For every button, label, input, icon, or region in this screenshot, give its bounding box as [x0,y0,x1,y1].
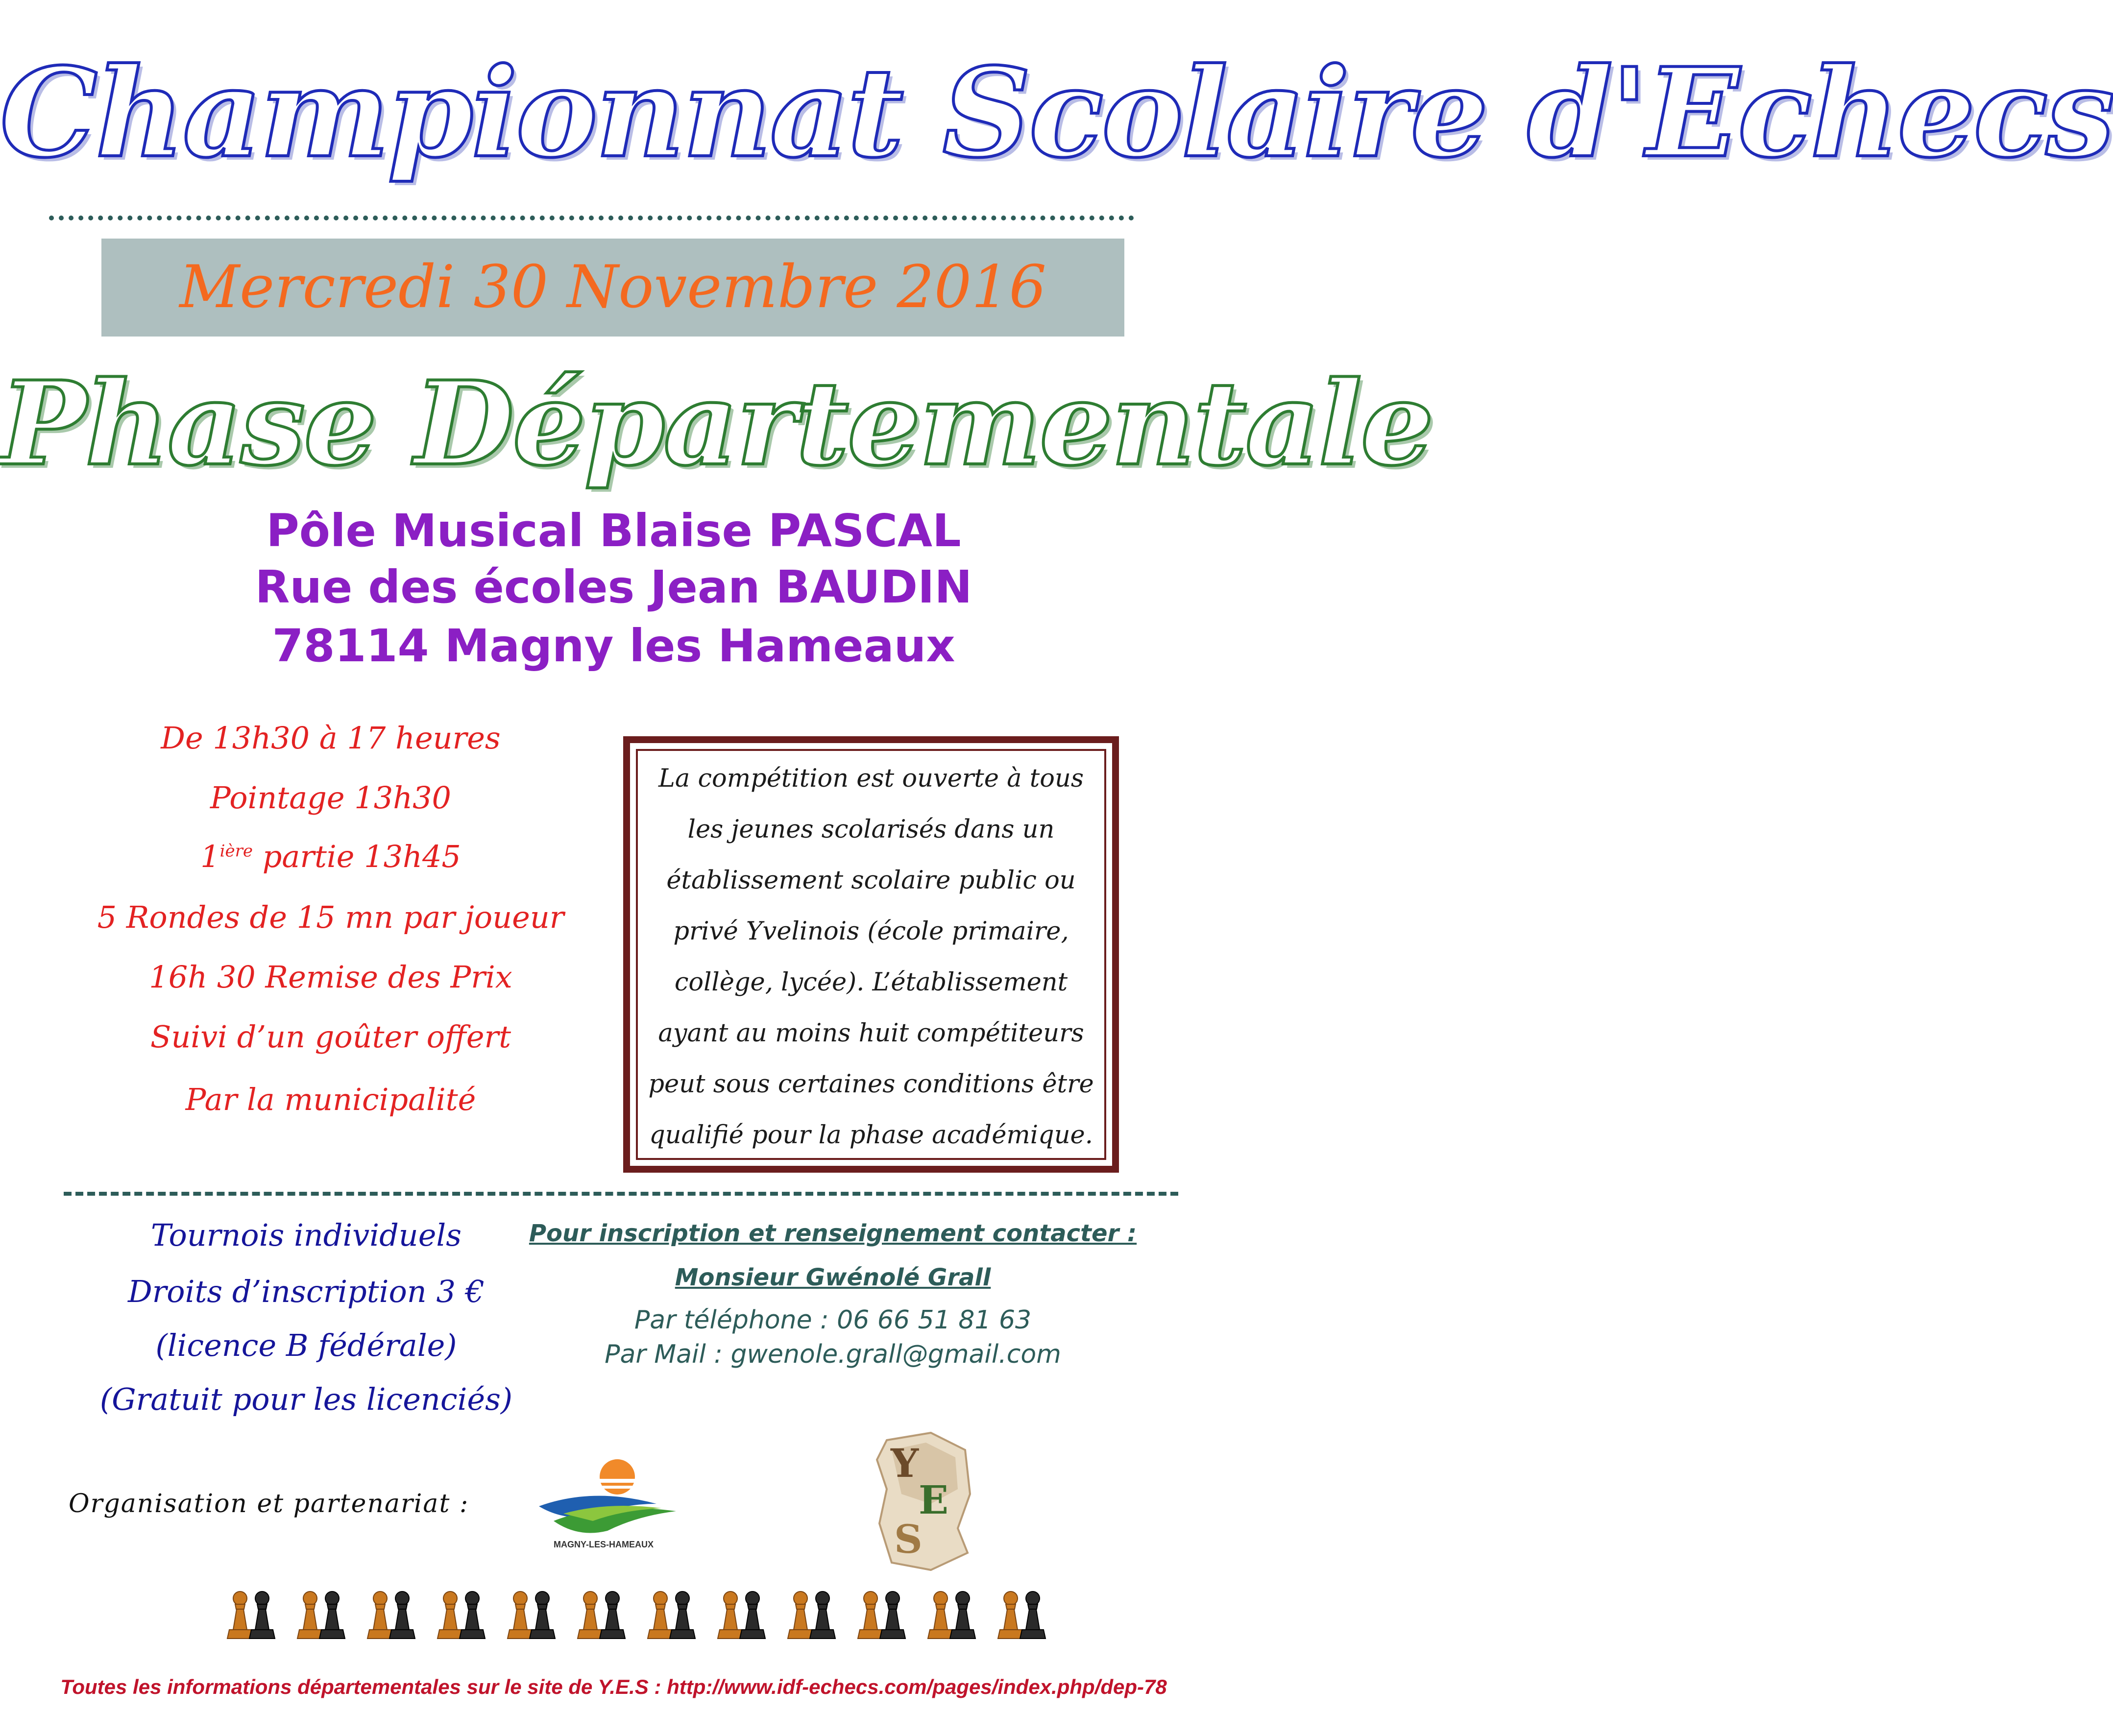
info-line: ayant au moins huit compétiteurs [658,1019,1084,1048]
black-pawn-icon [950,1591,975,1639]
orange-pawn-icon [297,1591,323,1639]
magny-logo-text: MAGNY-LES-HAMEAUX [554,1540,654,1549]
black-pawn-icon [880,1591,905,1639]
pawn-row [220,1582,1063,1646]
first-game-number: 1 [200,839,220,874]
orange-pawn-icon [578,1591,603,1639]
dotted-divider [49,216,1134,220]
info-line: privé Yvelinois (école primaire, [673,917,1069,946]
schedule-prizes: 16h 30 Remise des Prix [149,959,512,995]
yes-logo [872,1430,975,1572]
black-pawn-icon [1020,1591,1045,1639]
main-title: Championnat Scolaire d'Echecs [0,41,2113,185]
venue-city: 78114 Magny les Hameaux [272,620,955,672]
first-game-superscript: ière [219,841,253,861]
orange-pawn-icon [788,1591,813,1639]
pawn-row-graphic [220,1582,1063,1646]
dashed-divider [64,1192,1178,1196]
orange-pawn-icon [508,1591,533,1639]
info-line: collège, lycée). L’établissement [674,968,1068,997]
info-line: qualifié pour la phase académique. [649,1121,1093,1150]
black-pawn-icon [530,1591,555,1639]
orange-pawn-icon [928,1591,953,1639]
venue-street: Rue des écoles Jean BAUDIN [255,561,972,613]
yes-logo-graphic [872,1430,975,1572]
orange-pawn-icon [367,1591,393,1639]
footer-website: Toutes les informations départementales sur le site de Y.E.S : http://www.idf-echecs.com/pages/index.php/dep-78 [60,1675,1167,1698]
black-pawn-icon [389,1591,415,1639]
registration-fee: Droits d’inscription 3 € [127,1274,485,1309]
black-pawn-icon [600,1591,625,1639]
orange-pawn-icon [437,1591,463,1639]
orange-pawn-icon [648,1591,673,1639]
orange-pawn-icon [718,1591,743,1639]
info-line: établissement scolaire public ou [666,866,1076,895]
svg-text:S: S [894,1516,923,1562]
contact-name: Monsieur Gwénolé Grall [675,1264,991,1291]
magny-logo [534,1457,701,1555]
first-game-text: partie 13h45 [252,839,461,874]
contact-phone: Par téléphone : 06 66 51 81 63 [634,1305,1032,1335]
schedule-rounds: 5 Rondes de 15 mn par joueur [97,899,564,935]
schedule-first-game [73,839,588,874]
free-note: (Gratuit pour les licenciés) [99,1381,513,1417]
info-box [623,736,1119,1173]
orange-pawn-icon [998,1591,1023,1639]
contact-mail: Par Mail : gwenole.grall@gmail.com [605,1340,1061,1369]
schedule-snack: Suivi d’un goûter offert [150,1019,511,1055]
venue-name: Pôle Musical Blaise PASCAL [266,505,961,557]
info-line: les jeunes scolarisés dans un [687,815,1055,844]
info-line: peut sous certaines conditions être [648,1070,1094,1099]
event-date: Mercredi 30 Novembre 2016 [179,253,1046,321]
organisation-label: Organisation et partenariat : [69,1489,469,1519]
svg-text:Y: Y [891,1440,919,1486]
license-note: (licence B fédérale) [155,1327,457,1363]
schedule-municipality: Par la municipalité [185,1082,476,1117]
black-pawn-icon [319,1591,345,1639]
contact-heading: Pour inscription et renseignement contacter : [529,1220,1137,1247]
schedule-checkin: Pointage 13h30 [210,780,451,816]
orange-pawn-icon [227,1591,253,1639]
black-pawn-icon [460,1591,485,1639]
info-line: La compétition est ouverte à tous [658,764,1084,793]
phase-title: Phase Départementale [0,356,1433,491]
svg-text:E: E [919,1477,948,1523]
black-pawn-icon [810,1591,835,1639]
black-pawn-icon [670,1591,695,1639]
schedule-hours: De 13h30 à 17 heures [161,720,501,756]
black-pawn-icon [740,1591,765,1639]
orange-pawn-icon [858,1591,883,1639]
tournament-type: Tournois individuels [150,1217,462,1253]
black-pawn-icon [249,1591,275,1639]
